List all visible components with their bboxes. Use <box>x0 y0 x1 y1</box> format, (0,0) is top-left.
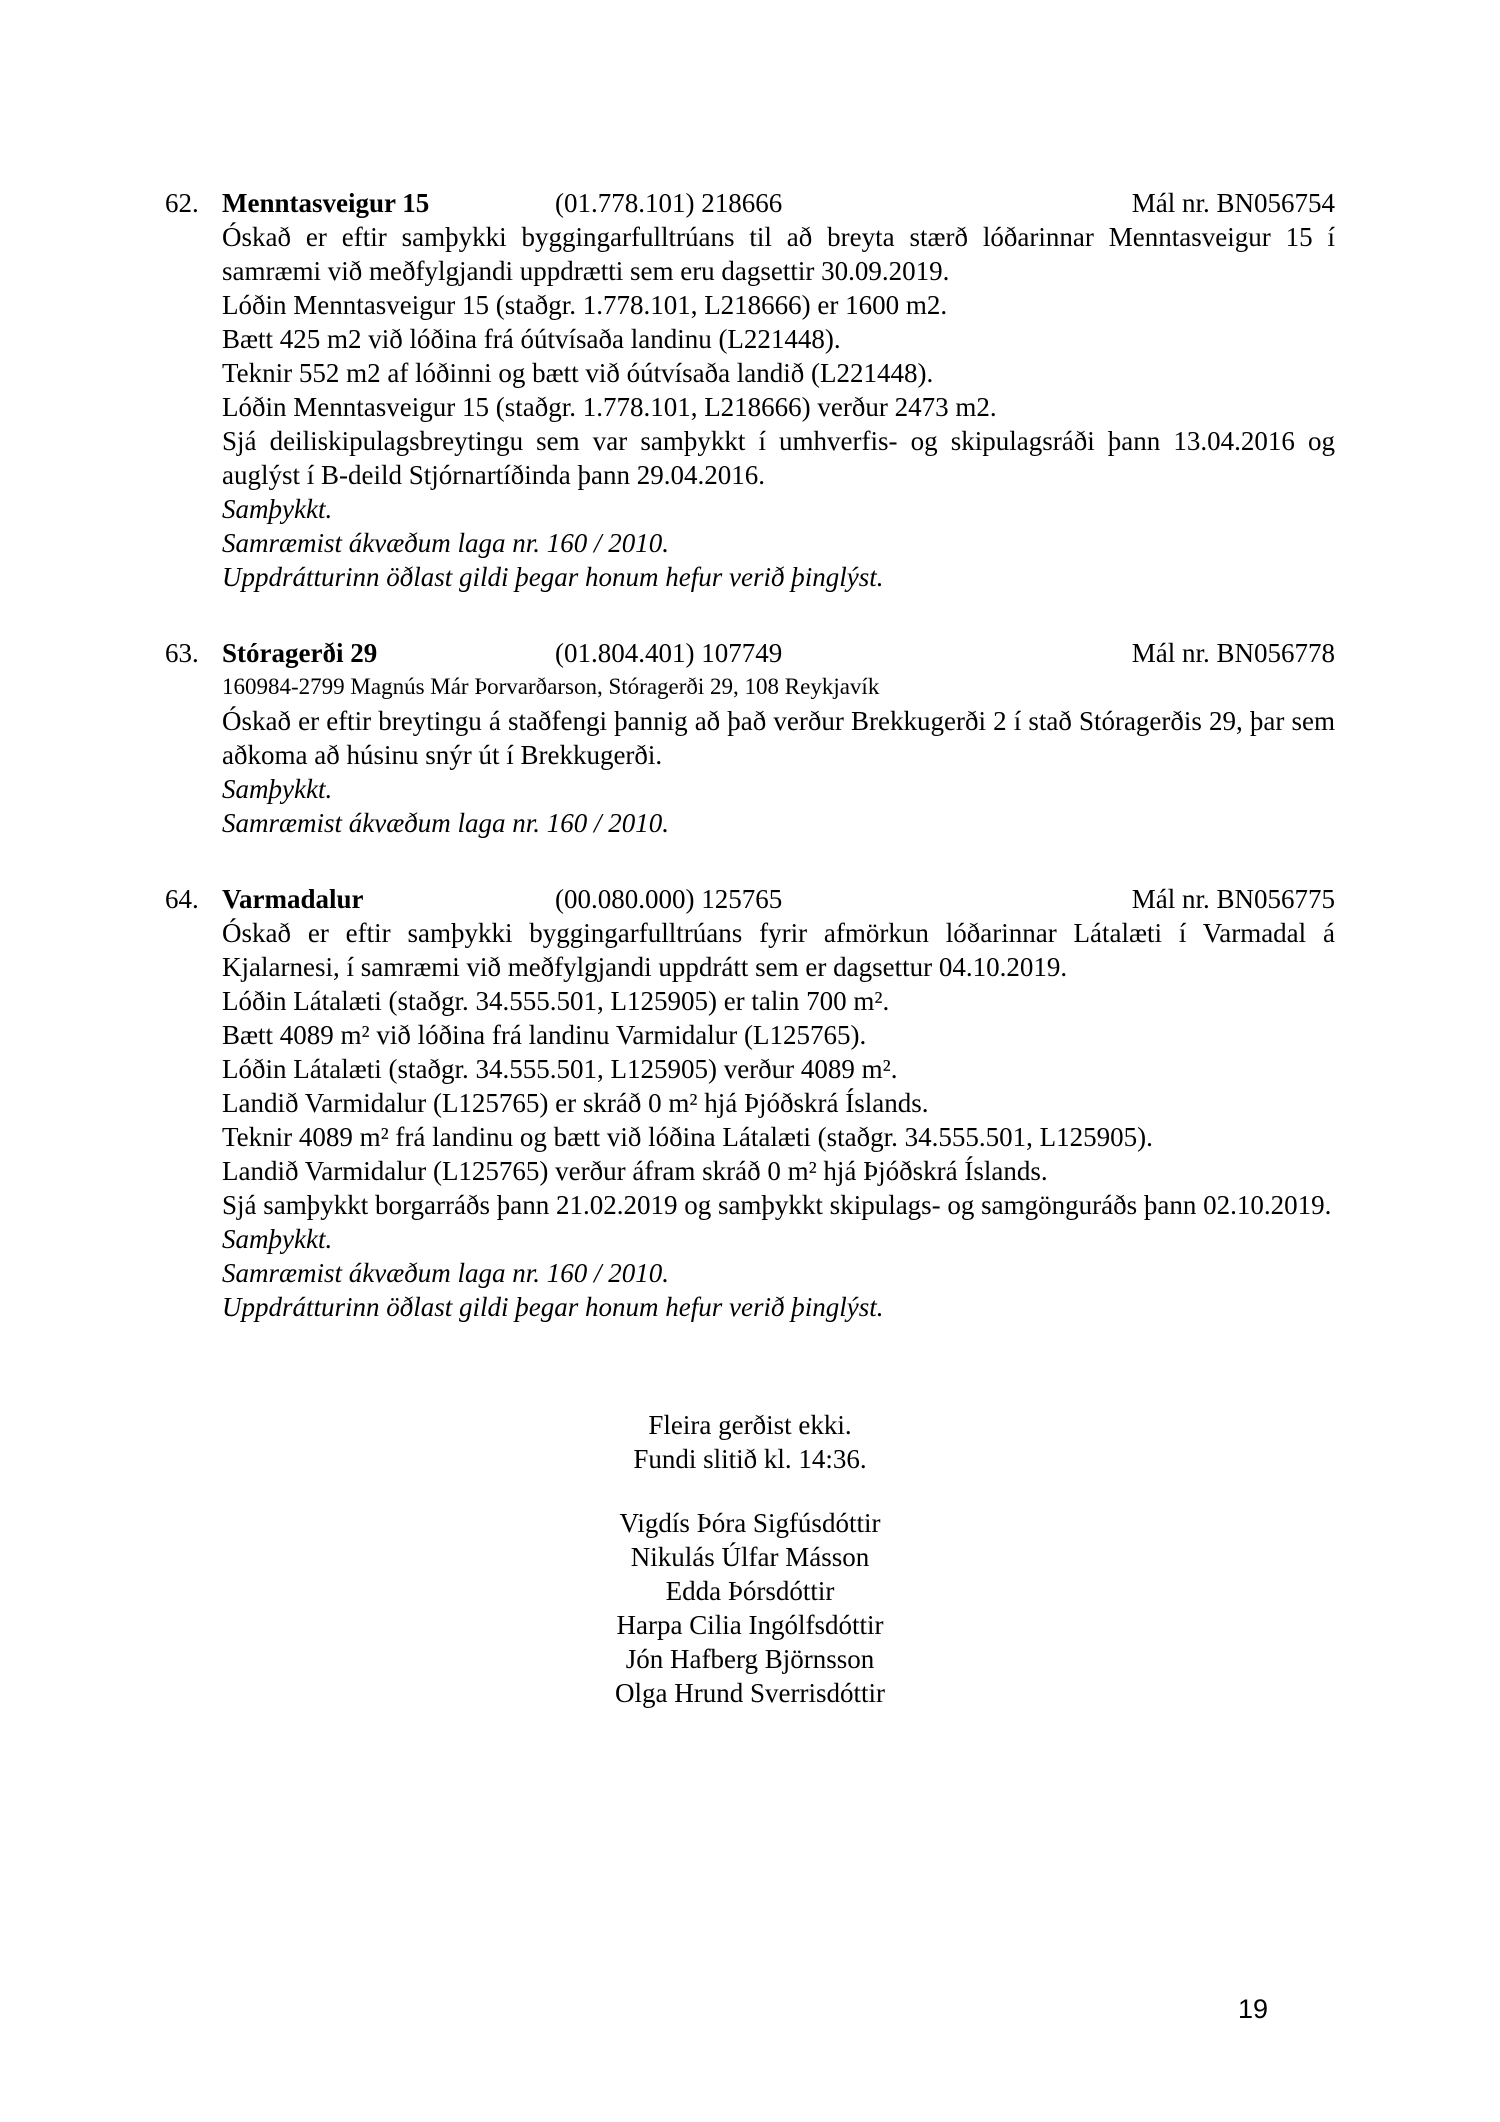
item-paragraph: Lóðin Látalæti (staðgr. 34.555.501, L125905) er talin 700 m². <box>222 986 890 1016</box>
item-number: 64. <box>165 884 199 914</box>
item-paragraph: Bætt 425 m2 við lóðina frá óútvísaða landinu (L221448). <box>222 324 841 354</box>
item-paragraph: Lóðin Menntasveigur 15 (staðgr. 1.778.101, L218666) er 1600 m2. <box>222 290 948 320</box>
applicant-line: 160984-2799 Magnús Már Þorvarðarson, Stóragerði 29, 108 Reykjavík <box>222 674 880 699</box>
meeting-end-time: Fundi slitið kl. 14:36. <box>633 1444 867 1474</box>
item-paragraph: Óskað er eftir samþykki byggingarfulltrúans fyrir afmörkun lóðarinnar Látalæti í Varmadal á Kjalarnesi, í samræmi við meðfylgjandi uppdrátt sem er dagsettur 04.10.2019. <box>222 918 1335 982</box>
item-paragraph: Lóðin Menntasveigur 15 (staðgr. 1.778.101, L218666) verður 2473 m2. <box>222 392 997 422</box>
signature-name: Nikulás Úlfar Másson <box>630 1542 870 1572</box>
closing-note: Fleira gerðist ekki. <box>648 1410 852 1440</box>
item-title: Stóragerði 29 <box>222 638 378 668</box>
item-paragraph: Bætt 4089 m² við lóðina frá landinu Varmidalur (L125765). <box>222 1020 867 1050</box>
item-header <box>222 636 1335 670</box>
item-paragraph: Landið Varmidalur (L125765) verður áfram skráð 0 m² hjá Þjóðskrá Íslands. <box>222 1156 1048 1186</box>
item-paragraph: Sjá samþykkt borgarráðs þann 21.02.2019 og samþykkt skipulags- og samgönguráðs þann 02.10.2019. <box>222 1190 1332 1220</box>
agenda-item-63 <box>165 636 1335 840</box>
item-case-number: Mál nr. BN056775 <box>1131 884 1335 914</box>
item-decision: Samþykkt. <box>222 774 333 804</box>
item-number: 63. <box>165 638 199 668</box>
item-legal-note: Samræmist ákvæðum laga nr. 160 / 2010. <box>222 528 670 558</box>
signature-name: Jón Hafberg Björnsson <box>625 1644 875 1674</box>
item-paragraph: Teknir 4089 m² frá landinu og bætt við lóðina Látalæti (staðgr. 34.555.501, L125905). <box>222 1122 1153 1152</box>
item-reference-number: (00.080.000) 125765 <box>555 884 783 914</box>
item-decision: Samþykkt. <box>222 494 333 524</box>
item-paragraph: Landið Varmidalur (L125765) er skráð 0 m² hjá Þjóðskrá Íslands. <box>222 1088 929 1118</box>
signature-name: Olga Hrund Sverrisdóttir <box>615 1678 885 1708</box>
signature-block <box>165 1506 1335 1710</box>
signature-name: Edda Þórsdóttir <box>665 1576 835 1606</box>
item-validity-note: Uppdrátturinn öðlast gildi þegar honum hefur verið þinglýst. <box>222 1292 884 1322</box>
closing-block <box>165 1408 1335 1476</box>
agenda-item-62 <box>165 186 1335 594</box>
item-legal-note: Samræmist ákvæðum laga nr. 160 / 2010. <box>222 1258 670 1288</box>
item-header <box>222 186 1335 220</box>
item-title: Varmadalur <box>222 884 364 914</box>
item-header <box>222 882 1335 916</box>
signature-name: Harpa Cilia Ingólfsdóttir <box>616 1610 884 1640</box>
signature-name: Vigdís Þóra Sigfúsdóttir <box>619 1508 881 1538</box>
item-legal-note: Samræmist ákvæðum laga nr. 160 / 2010. <box>222 808 670 838</box>
agenda-item-64 <box>165 882 1335 1324</box>
item-reference-number: (01.804.401) 107749 <box>555 638 783 668</box>
page-number: 19 <box>1238 1994 1269 2024</box>
item-case-number: Mál nr. BN056778 <box>1131 638 1335 668</box>
item-paragraph: Óskað er eftir breytingu á staðfengi þannig að það verður Brekkugerði 2 í stað Stóragerðis 29, þar sem aðkoma að húsinu snýr út í Brekkugerði. <box>222 706 1335 770</box>
item-paragraph: Óskað er eftir samþykki byggingarfulltrúans til að breyta stærð lóðarinnar Menntasveigur 15 í samræmi við meðfylgjandi uppdrætti sem eru dagsettir 30.09.2019. <box>222 222 1335 286</box>
item-reference-number: (01.778.101) 218666 <box>555 188 783 218</box>
item-paragraph: Lóðin Látalæti (staðgr. 34.555.501, L125905) verður 4089 m². <box>222 1054 898 1084</box>
item-validity-note: Uppdrátturinn öðlast gildi þegar honum hefur verið þinglýst. <box>222 562 884 592</box>
item-title: Menntasveigur 15 <box>222 188 430 218</box>
item-number: 62. <box>165 188 199 218</box>
item-case-number: Mál nr. BN056754 <box>1131 188 1335 218</box>
item-paragraph: Sjá deiliskipulagsbreytingu sem var samþykkt í umhverfis- og skipulagsráði þann 13.04.2016 og auglýst í B-deild Stjórnartíðinda þann 29.04.2016. <box>222 426 1335 490</box>
item-decision: Samþykkt. <box>222 1224 333 1254</box>
item-paragraph: Teknir 552 m2 af lóðinni og bætt við óútvísaða landið (L221448). <box>222 358 934 388</box>
